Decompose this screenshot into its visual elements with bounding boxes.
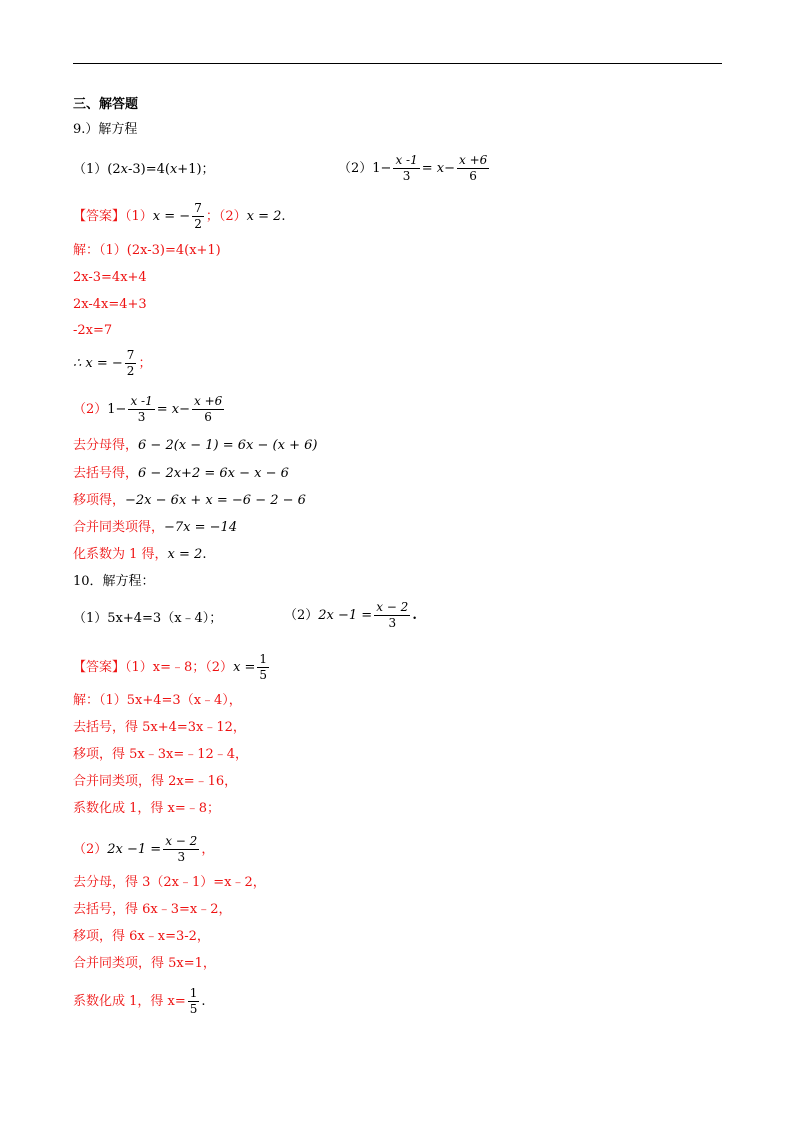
- q10-sol-line6: 去分母，得 3（2x﹣1）=x﹣2，: [73, 875, 266, 890]
- q10-sol-line10: 系数化成 1，得 x= $\frac{1}{5}$ .: [73, 986, 206, 1016]
- section-title: 三、解答题: [73, 97, 139, 112]
- q10-sol-line4: 合并同类项，得 2x=﹣16，: [73, 774, 238, 789]
- q10-part1: （1）5x+4=3（x﹣4）；: [73, 611, 223, 626]
- q10-answer: 【答案】（1）x=﹣8；（2）x = $\frac{1}{5}$: [73, 652, 268, 682]
- q9-frac-a: $\frac{x -1}{3}$: [395, 153, 418, 183]
- q9-part2: （2）1− $\frac{x -1}{3}$ = x− $\frac{x +6}{6}$: [338, 153, 488, 183]
- q9-frac-b: $\frac{x +6}{6}$: [458, 153, 488, 183]
- q10-sol-line8: 移项，得 6x﹣x=3-2，: [73, 929, 210, 944]
- q9-step2: 去括号得，6 − 2x+2 = 6x − x − 6: [73, 466, 289, 481]
- q9-step5: 化系数为 1 得，x = 2.: [73, 547, 207, 562]
- q9-sol-part2: （2）1− $\frac{x -1}{3}$ = x− $\frac{x +6}{6}$: [73, 394, 223, 424]
- q9-sol-line4: -2x=7: [73, 323, 113, 338]
- q10-sol-line1: 解：（1）5x+4=3（x﹣4），: [73, 693, 242, 708]
- q9-step1: 去分母得，6 − 2(x − 1) = 6x − (x + 6): [73, 438, 318, 453]
- header-rule: [73, 63, 722, 64]
- q9-part1: （1）(2x-3)=4(x+1)；: [73, 162, 215, 177]
- q10-sol-line7: 去括号，得 6x﹣3=x﹣2，: [73, 902, 232, 917]
- q9-sol-line5: ∴ x = − $\frac{7}{2}$ ；: [73, 348, 152, 378]
- q10-sol-line9: 合并同类项，得 5x=1，: [73, 956, 216, 971]
- q9-step3: 移项得，−2x − 6x + x = −6 − 2 − 6: [73, 493, 306, 508]
- q10-sol-line3: 移项，得 5x﹣3x=﹣12﹣4，: [73, 747, 249, 762]
- q9-answer: 【答案】（1）x = − $\frac{7}{2}$ ；（2）x = 2.: [73, 201, 286, 231]
- q10-sol-part2: （2）2x −1 = $\frac{x - 2}{3}$ ，: [73, 834, 215, 864]
- q10-sol-line2: 去括号，得 5x+4=3x﹣12，: [73, 720, 246, 735]
- q10-heading: 10．解方程：: [73, 574, 155, 589]
- q9-sol-line1: 解：（1）(2x-3)=4(x+1): [73, 243, 221, 258]
- q9-heading: 9.）解方程: [73, 122, 138, 137]
- q9-sol-line3: 2x-4x=4+3: [73, 297, 147, 312]
- q9-sol-line2: 2x-3=4x+4: [73, 270, 147, 285]
- q9-step4: 合并同类项得，−7x = −14: [73, 520, 238, 535]
- q10-part2: （2）2x −1 = $\frac{x - 2}{3}$ .: [284, 600, 417, 630]
- q10-sol-line5: 系数化成 1，得 x=﹣8；: [73, 801, 221, 816]
